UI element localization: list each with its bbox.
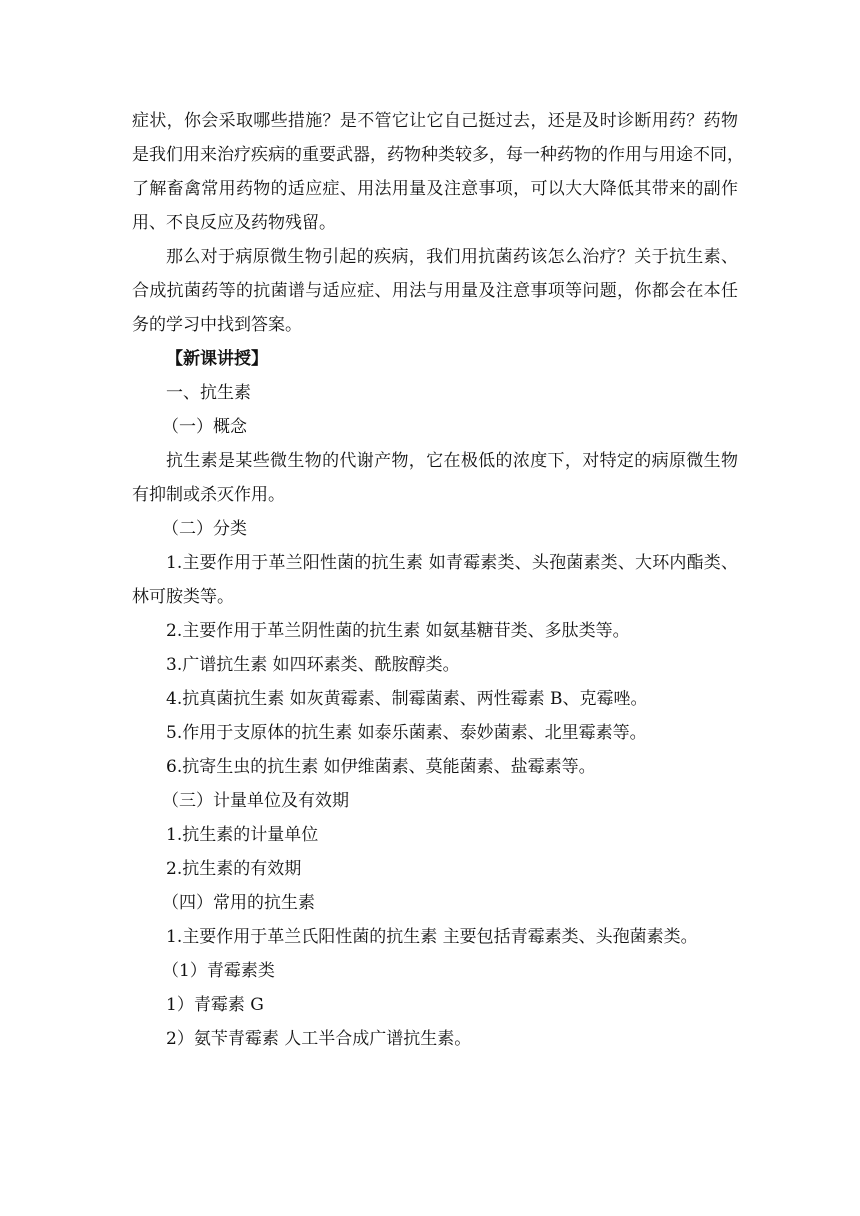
text-line: 了解畜禽常用药物的适应症、用法用量及注意事项，可以大大降低其带来的副作: [132, 179, 738, 199]
list-item: 5.作用于支原体的抗生素 如泰乐菌素、泰妙菌素、北里霉素等。: [166, 723, 647, 743]
intro-paragraph-1: [132, 104, 744, 240]
list-item: 1.主要作用于革兰氏阳性菌的抗生素 主要包括青霉素类、头孢菌素类。: [166, 927, 698, 947]
text-line: 1.主要作用于革兰阳性菌的抗生素 如青霉素类、头孢菌素类、大环内酯类、: [166, 553, 738, 573]
text-line: 有抑制或杀灭作用。: [132, 485, 285, 505]
subsection-title-penicillin: （1）青霉素类: [162, 961, 275, 981]
list-item: 4.抗真菌抗生素 如灰黄霉素、制霉菌素、两性霉素 B、克霉唑。: [166, 689, 648, 709]
list-item: 2）氨苄青霉素 人工半合成广谱抗生素。: [166, 1029, 472, 1049]
intro-paragraph-2: [132, 240, 738, 342]
list-item: 1.抗生素的计量单位: [166, 825, 319, 845]
list-item: 6.抗寄生虫的抗生素 如伊维菌素、莫能菌素、盐霉素等。: [166, 757, 596, 777]
classification-list: [132, 546, 738, 784]
list-item: 2.主要作用于革兰阴性菌的抗生素 如氨基糖苷类、多肽类等。: [166, 621, 630, 641]
concept-paragraph: [132, 444, 738, 512]
text-line: 抗生素是某些微生物的代谢产物，它在极低的浓度下，对特定的病原微生物: [166, 451, 738, 471]
text-line: 林可胺类等。: [132, 587, 234, 607]
list-item: 2.抗生素的有效期: [166, 859, 302, 879]
subsection-title-common: （四）常用的抗生素: [162, 893, 315, 913]
text-line: 是我们用来治疗疾病的重要武器，药物种类较多，每一种药物的作用与用途不同，: [132, 145, 744, 165]
section-heading-new-lesson: 【新课讲授】: [166, 349, 268, 369]
subsection-title-units: （三）计量单位及有效期: [162, 791, 349, 811]
subsection-title-concept: （一）概念: [162, 417, 247, 437]
subsection-title-classification: （二）分类: [162, 519, 247, 539]
text-line: 务的学习中找到答案。: [132, 315, 302, 335]
list-item: 1）青霉素 G: [166, 995, 264, 1015]
list-item: 3.广谱抗生素 如四环素类、酰胺醇类。: [166, 655, 460, 675]
text-line: 用、不良反应及药物残留。: [132, 213, 336, 233]
list-item: [132, 546, 738, 614]
section-title-antibiotics: 一、抗生素: [166, 383, 251, 403]
text-line: 合成抗菌药等的抗菌谱与适应症、用法与用量及注意事项等问题，你都会在本任: [132, 281, 738, 301]
document-body: [132, 104, 744, 1056]
text-line: 那么对于病原微生物引起的疾病，我们用抗菌药该怎么治疗？关于抗生素、: [166, 247, 738, 267]
text-line: 症状，你会采取哪些措施？是不管它让它自己挺过去，还是及时诊断用药？药物: [132, 111, 738, 131]
